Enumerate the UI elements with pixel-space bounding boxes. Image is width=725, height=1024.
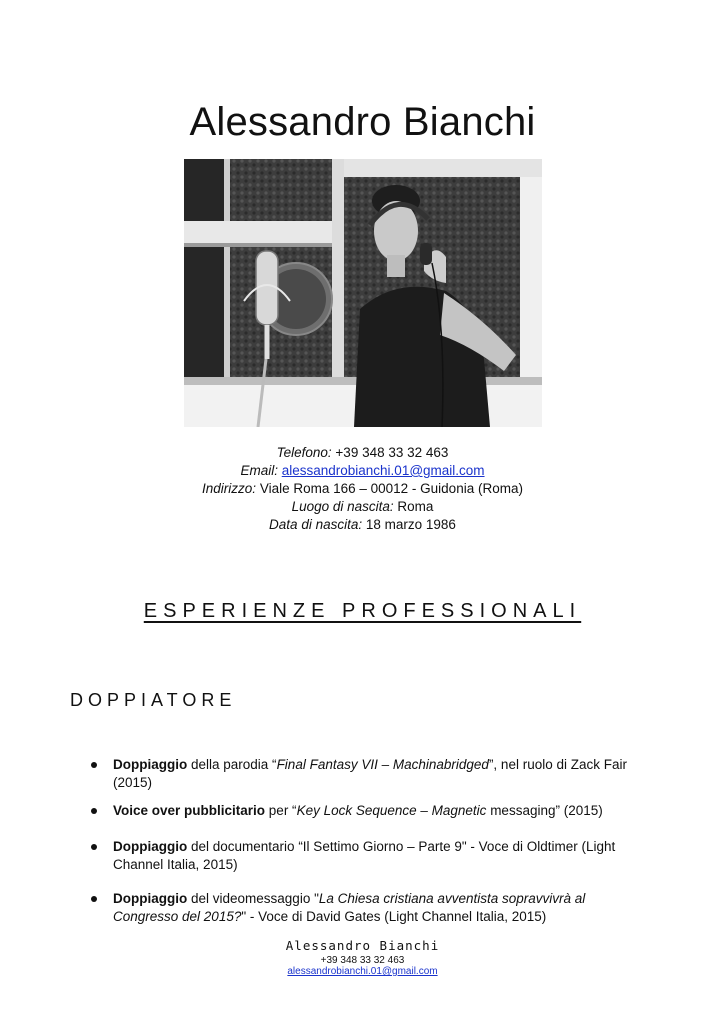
page-footer xyxy=(0,938,725,977)
footer-phone: +39 348 33 32 463 xyxy=(320,955,405,966)
address-line: Indirizzo: Viale Roma 166 – 00012 - Guidonia (Roma) xyxy=(202,481,523,496)
list-item: Voice over pubblicitario per “Key Lock Sequence – Magnetic messaging” (2015) xyxy=(90,802,650,838)
page-title: Alessandro Bianchi xyxy=(189,100,536,144)
list-item: Doppiaggio del documentario “Il Settimo Giorno – Parte 9" - Voce di Oldtimer (Light Channel Italia, 2015) xyxy=(90,838,650,890)
email-line: Email: alessandrobianchi.01@gmail.com xyxy=(240,463,485,478)
address-value: Viale Roma 166 – 00012 - Guidonia (Roma) xyxy=(259,481,523,496)
birthdate-value: 18 marzo 1986 xyxy=(365,517,456,532)
footer-name: Alessandro Bianchi xyxy=(285,938,440,953)
contact-block xyxy=(0,444,725,534)
email-link[interactable]: alessandrobianchi.01@gmail.com xyxy=(281,463,485,478)
birthplace-value: Roma xyxy=(397,499,434,514)
birthplace-line: Luogo di nascita: Roma xyxy=(291,499,434,514)
list-item: Doppiaggio del videomessaggio "La Chiesa cristiana avventista sopravvivrà al Congresso del 2015?" - Voce di David Gates (Light Channel Italia, 2015) xyxy=(90,890,650,930)
experience-list xyxy=(90,756,650,930)
list-item: Doppiaggio della parodia “Final Fantasy VII – Machinabridged”, nel ruolo di Zack Fair (2015) xyxy=(90,756,650,802)
phone-value: +39 348 33 32 463 xyxy=(335,445,449,460)
section-heading: ESPERIENZE PROFESSIONALI xyxy=(143,600,582,622)
portrait-photo xyxy=(184,159,542,427)
subsection-heading: DOPPIATORE xyxy=(70,690,237,710)
birthdate-line: Data di nascita: 18 marzo 1986 xyxy=(269,517,456,532)
footer-email-link[interactable]: alessandrobianchi.01@gmail.com xyxy=(287,966,438,977)
phone-line: Telefono: +39 348 33 32 463 xyxy=(276,445,449,460)
